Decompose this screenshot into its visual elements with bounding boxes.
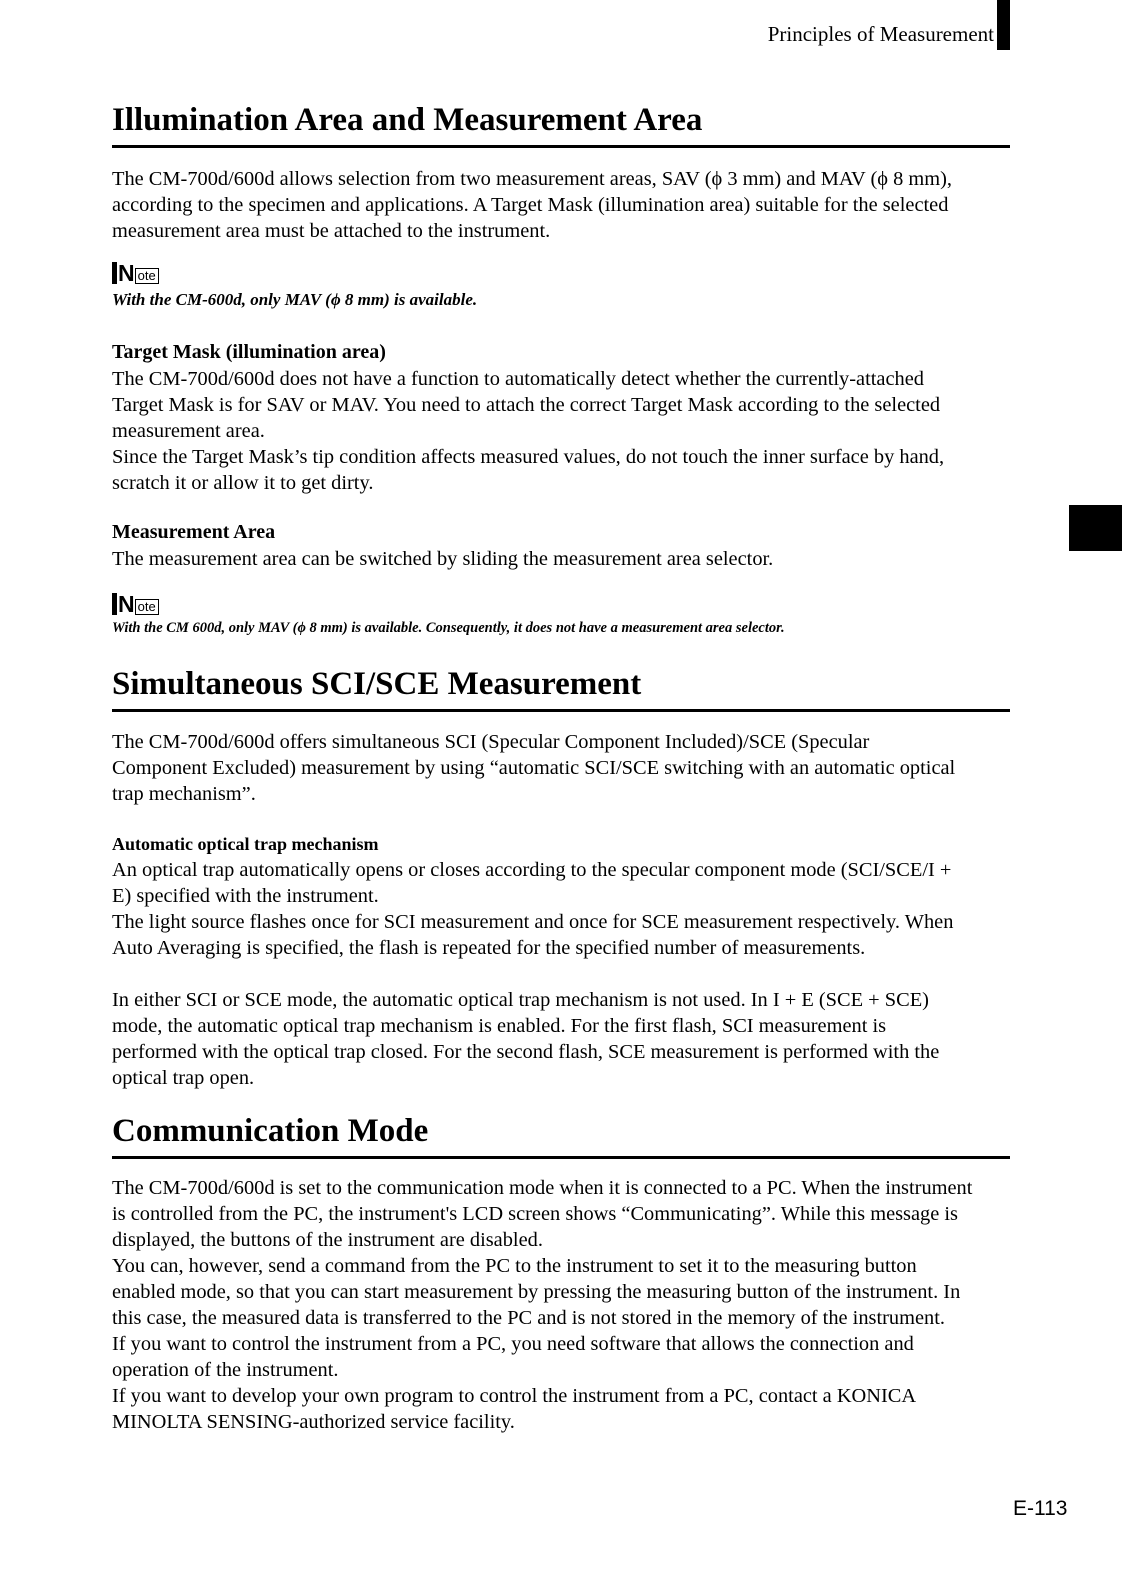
section-heading-communication: Communication Mode: [112, 1111, 1010, 1159]
optical-trap-paragraph: [112, 857, 1012, 961]
text-line: An optical trap automatically opens or closes according to the specular component mode (SCI/SCE/I +: [112, 859, 952, 881]
text-line: The CM-700d/600d does not have a function to automatically detect whether the currently-attached: [112, 368, 924, 390]
text-line: Target Mask is for SAV or MAV. You need to attach the correct Target Mask according to the selected: [112, 394, 941, 416]
text-line: The light source flashes once for SCI measurement and once for SCE measurement respectively. When: [112, 911, 954, 933]
target-mask-paragraph: [112, 366, 1012, 496]
chapter-tab-marker: [1069, 505, 1122, 551]
text-line: The CM-700d/600d allows selection from two measurement areas, SAV (ϕ 3 mm) and MAV (ϕ 8 mm),: [112, 168, 952, 190]
section-heading-illumination: Illumination Area and Measurement Area: [112, 100, 1010, 148]
text-line: performed with the optical trap closed. For the second flash, SCE measurement is performed with the: [112, 1041, 940, 1063]
text-line: scratch it or allow it to get dirty.: [112, 472, 374, 494]
text-line: Auto Averaging is specified, the flash is repeated for the specified number of measurements.: [112, 937, 866, 959]
illumination-intro-paragraph: [112, 166, 1012, 244]
text-line: displayed, the buttons of the instrument are disabled.: [112, 1229, 543, 1251]
trap-mode-paragraph: [112, 987, 1012, 1091]
running-header: Principles of Measurement: [767, 22, 994, 46]
text-line: mode, the automatic optical trap mechanism is enabled. For the first flash, SCI measurement is: [112, 1015, 887, 1037]
text-line: MINOLTA SENSING-authorized service facility.: [112, 1411, 515, 1433]
text-line: this case, the measured data is transferred to the PC and is not stored in the memory of the instrument.: [112, 1307, 945, 1329]
note-icon: N ote: [112, 262, 159, 284]
text-line: The CM-700d/600d is set to the communication mode when it is connected to a PC. When the instrument: [112, 1177, 973, 1199]
text-line: optical trap open.: [112, 1067, 255, 1089]
page-number: E-113: [1013, 1497, 1068, 1520]
text-line: according to the specimen and applications. A Target Mask (illumination area) suitable for the selected: [112, 194, 949, 216]
text-line: You can, however, send a command from the PC to the instrument to set it to the measuring button: [112, 1255, 917, 1277]
text-line: The CM-700d/600d offers simultaneous SCI (Specular Component Included)/SCE (Specular: [112, 731, 870, 753]
text-line: enabled mode, so that you can start measurement by pressing the measuring button of the instrument. In: [112, 1281, 961, 1303]
text-line: E) specified with the instrument.: [112, 885, 379, 907]
text-line: If you want to control the instrument from a PC, you need software that allows the connection and: [112, 1333, 914, 1355]
text-line: is controlled from the PC, the instrument's LCD screen shows “Communicating”. While this message is: [112, 1203, 958, 1225]
text-line: The measurement area can be switched by sliding the measurement area selector.: [112, 548, 774, 570]
text-line: Component Excluded) measurement by using “automatic SCI/SCE switching with an automatic optical: [112, 757, 956, 779]
measurement-area-paragraph: [112, 546, 1012, 572]
text-line: In either SCI or SCE mode, the automatic optical trap mechanism is not used. In I + E (SCE + SCE): [112, 989, 929, 1011]
note-text-selector: With the CM 600d, only MAV (ϕ 8 mm) is available. Consequently, it does not have a measurement area selector.: [112, 620, 785, 636]
header-marker-bar: [997, 0, 1010, 50]
text-line: measurement area.: [112, 420, 265, 442]
subheading-optical-trap: Automatic optical trap mechanism: [112, 834, 379, 854]
text-line: measurement area must be attached to the instrument.: [112, 220, 551, 242]
text-line: Since the Target Mask’s tip condition affects measured values, do not touch the inner surface by hand,: [112, 446, 945, 468]
subheading-target-mask: Target Mask (illumination area): [112, 341, 386, 363]
text-line: operation of the instrument.: [112, 1359, 339, 1381]
note-text-cm600d: With the CM-600d, only MAV (ϕ 8 mm) is available.: [112, 290, 478, 309]
note-icon: N ote: [112, 593, 159, 615]
communication-paragraph: [112, 1175, 1012, 1435]
subheading-measurement-area: Measurement Area: [112, 521, 276, 543]
sci-sce-intro-paragraph: [112, 729, 1012, 807]
text-line: If you want to develop your own program to control the instrument from a PC, contact a KONICA: [112, 1385, 917, 1407]
section-heading-sci-sce: Simultaneous SCI/SCE Measurement: [112, 664, 1010, 712]
text-line: trap mechanism”.: [112, 783, 256, 805]
